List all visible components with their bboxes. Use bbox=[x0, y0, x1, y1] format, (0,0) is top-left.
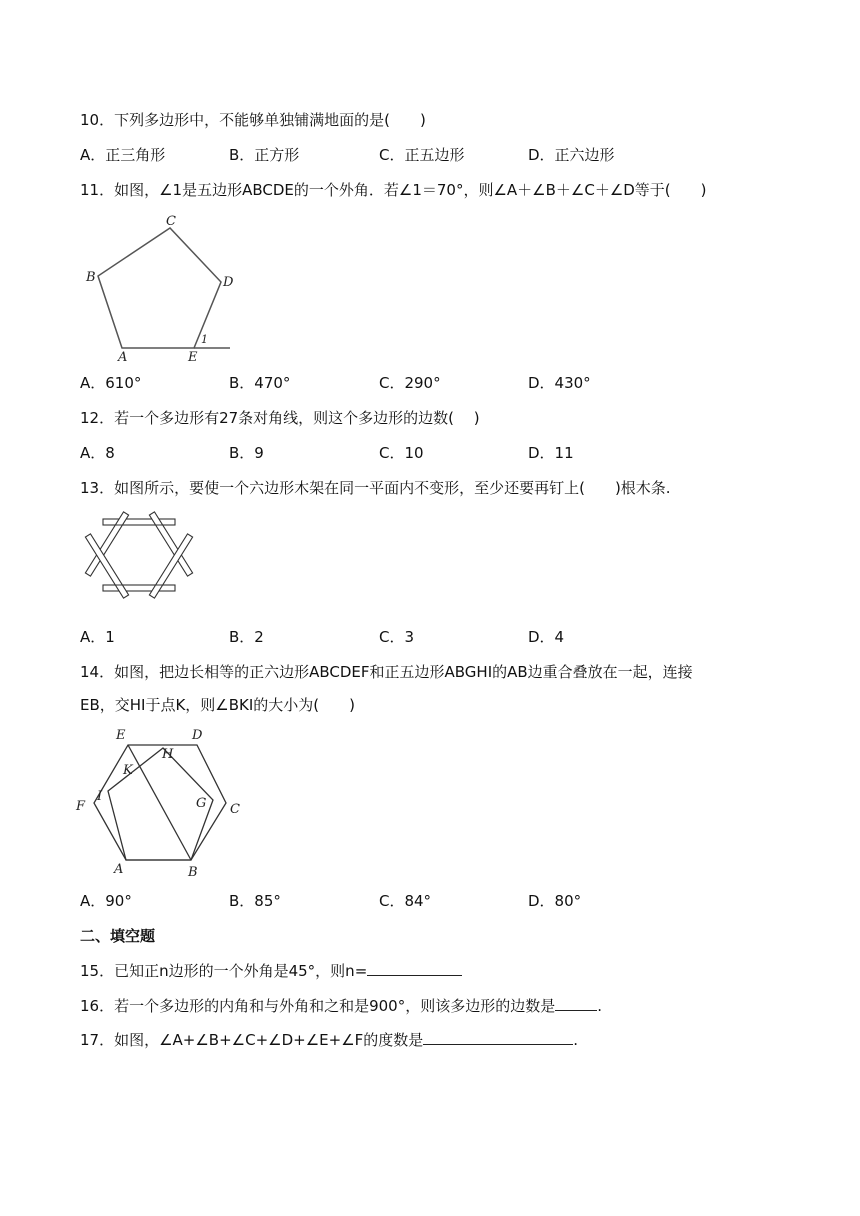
q10-option-a: A．正三角形 bbox=[80, 146, 166, 164]
question-13-text: 13．如图所示，要使一个六边形木架在同一平面内不变形，至少还要再钉上( )根木条. bbox=[80, 479, 671, 497]
q13-option-a: A．1 bbox=[80, 628, 115, 646]
question-17 bbox=[80, 1030, 578, 1050]
q14-option-c: C．84° bbox=[379, 892, 432, 910]
answer-blank-17[interactable] bbox=[423, 1030, 573, 1045]
question-15-text: 15．已知正n边形的一个外角是45°，则n= bbox=[80, 962, 368, 980]
label-d: D bbox=[223, 275, 234, 290]
question-14-text-line1: 14．如图，把边长相等的正六边形ABCDEF和正五边形ABGHI的AB边重合叠放在一起，连接 bbox=[80, 663, 693, 681]
label-a: A bbox=[114, 862, 124, 877]
question-17-text: 17．如图，∠A+∠B+∠C+∠D+∠E+∠F的度数是 bbox=[80, 1031, 424, 1049]
q12-option-a: A．8 bbox=[80, 444, 115, 462]
hexagon-frame-figure bbox=[80, 510, 205, 605]
section-heading: 二、填空题 bbox=[80, 927, 156, 945]
q12-option-d: D．11 bbox=[528, 444, 574, 462]
q13-option-d: D．4 bbox=[528, 628, 565, 646]
q14-option-b: B．85° bbox=[229, 892, 281, 910]
label-e: E bbox=[188, 350, 198, 365]
question-12-text: 12．若一个多边形有27条对角线，则这个多边形的边数( ) bbox=[80, 409, 480, 427]
q12-option-c: C．10 bbox=[379, 444, 424, 462]
hexagon-pentagon-figure bbox=[70, 725, 250, 885]
question-11-text: 11．如图，∠1是五边形ABCDE的一个外角．若∠1＝70°，则∠A＋∠B＋∠C＋∠D等于( ) bbox=[80, 181, 707, 199]
label-b: B bbox=[86, 270, 96, 285]
answer-blank-16[interactable] bbox=[555, 996, 597, 1011]
q11-option-d: D．430° bbox=[528, 374, 591, 392]
label-e: E bbox=[116, 728, 126, 743]
q10-option-d: D．正六边形 bbox=[528, 146, 615, 164]
question-16-text: 16．若一个多边形的内角和与外角和之和是900°，则该多边形的边数是 bbox=[80, 997, 556, 1015]
q11-option-c: C．290° bbox=[379, 374, 441, 392]
label-a: A bbox=[118, 350, 128, 365]
label-angle-1: 1 bbox=[201, 333, 208, 346]
question-17-tail: . bbox=[573, 1031, 579, 1049]
label-h: H bbox=[162, 747, 174, 762]
label-g: G bbox=[196, 796, 207, 811]
q13-option-c: C．3 bbox=[379, 628, 415, 646]
question-10-text: 10．下列多边形中，不能够单独铺满地面的是( ) bbox=[80, 111, 426, 129]
q14-option-a: A．90° bbox=[80, 892, 132, 910]
q11-option-b: B．470° bbox=[229, 374, 291, 392]
label-d: D bbox=[192, 728, 203, 743]
question-16-tail: . bbox=[597, 997, 603, 1015]
q10-option-c: C．正五边形 bbox=[379, 146, 465, 164]
question-16 bbox=[80, 996, 602, 1016]
label-b: B bbox=[188, 865, 198, 880]
q14-option-d: D．80° bbox=[528, 892, 582, 910]
pentagon-figure bbox=[80, 215, 240, 365]
question-14-text-line2: EB，交HI于点K，则∠BKI的大小为( ) bbox=[80, 696, 356, 714]
q11-option-a: A．610° bbox=[80, 374, 142, 392]
answer-blank-15[interactable] bbox=[367, 961, 462, 976]
question-15 bbox=[80, 961, 462, 981]
q12-option-b: B．9 bbox=[229, 444, 264, 462]
q10-option-b: B．正方形 bbox=[229, 146, 300, 164]
label-c: C bbox=[166, 215, 176, 229]
label-c: C bbox=[230, 802, 240, 817]
label-k: K bbox=[123, 763, 133, 778]
q13-option-b: B．2 bbox=[229, 628, 264, 646]
label-i: I bbox=[97, 789, 103, 804]
label-f: F bbox=[76, 799, 86, 814]
